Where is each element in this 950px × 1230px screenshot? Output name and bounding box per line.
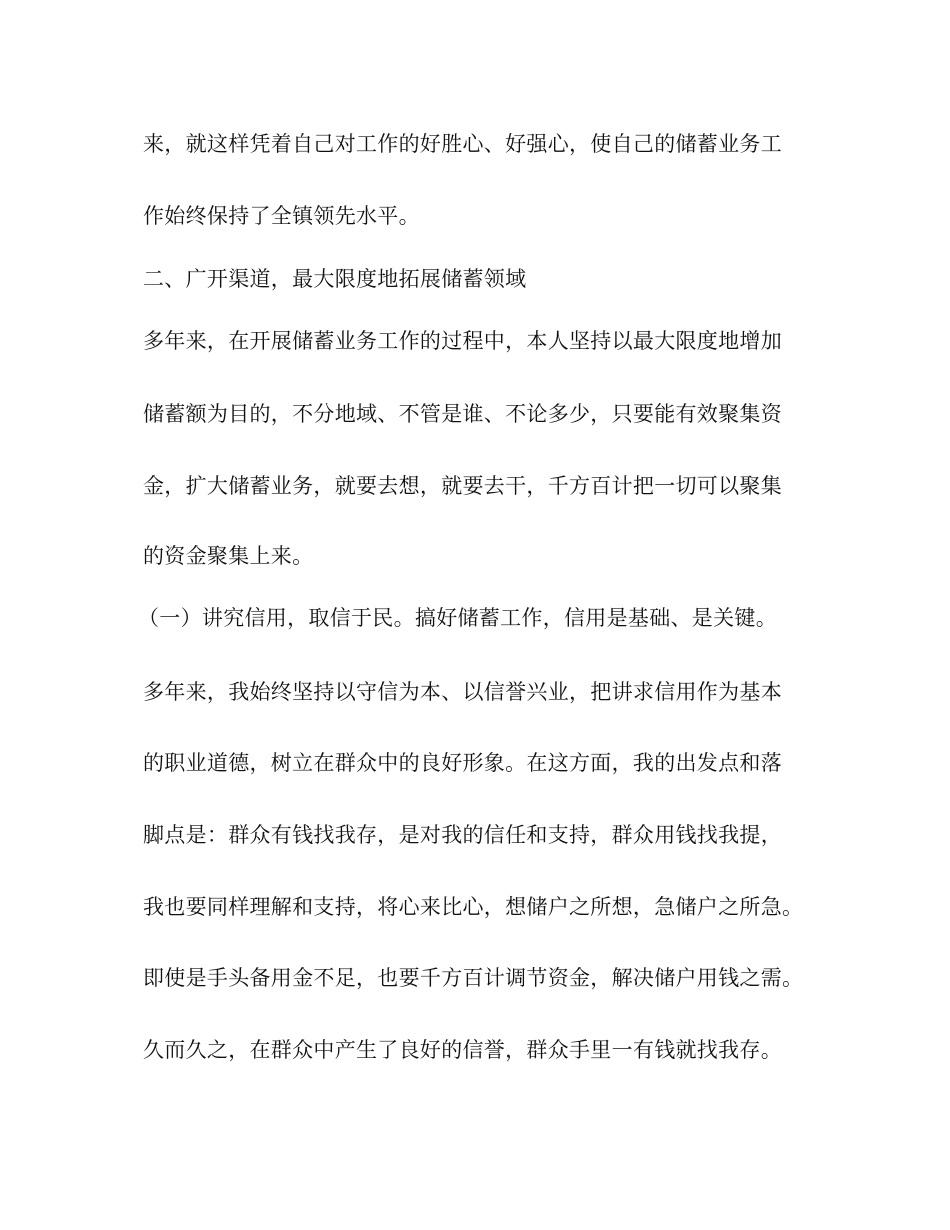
paragraph-line: 的资金聚集上来。 <box>143 544 314 568</box>
paragraph-line: 多年来，我始终坚持以守信为本、以信誉兴业，把讲求信用作为基本 <box>143 680 782 704</box>
paragraph-line: 即使是手头备用金不足，也要千方百计调节资金，解决储户用钱之需。 <box>143 966 804 990</box>
paragraph-line: 储蓄额为目的，不分地域、不管是谁、不论多少，只要能有效聚集资 <box>143 402 782 426</box>
paragraph-line: 作始终保持了全镇领先水平。 <box>143 204 420 228</box>
paragraph-line: 的职业道德，树立在群众中的良好形象。在这方面，我的出发点和落 <box>143 751 782 775</box>
paragraph-line: 金，扩大储蓄业务，就要去想，就要去干，千方百计把一切可以聚集 <box>143 474 782 498</box>
paragraph-line: 脚点是：群众有钱找我存，是对我的信任和支持，群众用钱找我提， <box>143 823 782 847</box>
paragraph-line: 久而久之，在群众中产生了良好的信誉，群众手里一有钱就找我存。 <box>143 1038 782 1062</box>
paragraph-line: 我也要同样理解和支持，将心来比心，想储户之所想，急储户之所急。 <box>143 895 804 919</box>
paragraph-line: 来，就这样凭着自己对工作的好胜心、好强心，使自己的储蓄业务工 <box>143 132 782 156</box>
subsection-heading: （一）讲究信用，取信于民。搞好储蓄工作，信用是基础、是关键。 <box>138 606 777 630</box>
paragraph-line: 多年来，在开展储蓄业务工作的过程中，本人坚持以最大限度地增加 <box>143 329 782 353</box>
section-heading: 二、广开渠道，最大限度地拓展储蓄领域 <box>143 267 527 291</box>
